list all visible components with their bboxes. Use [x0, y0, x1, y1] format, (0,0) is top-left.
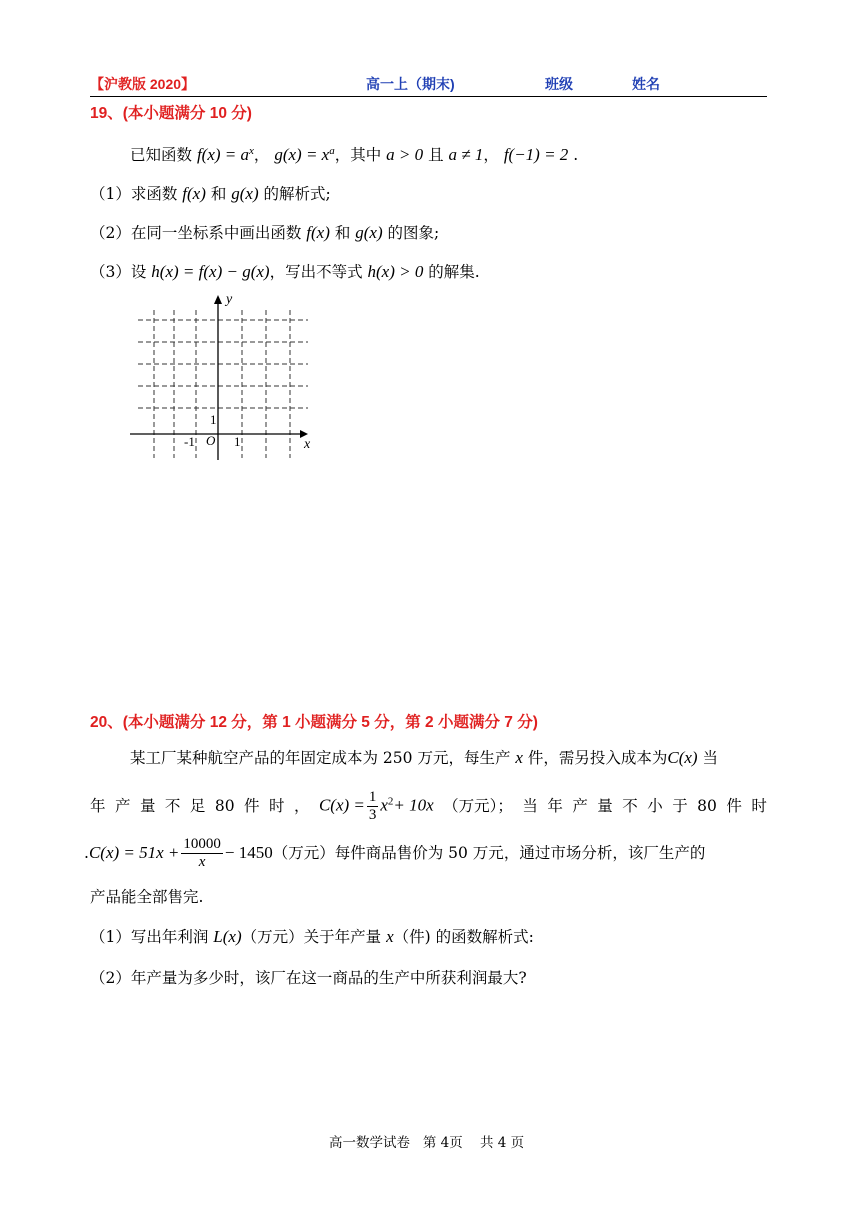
q20-l3-cdef: C(x) = 51x + [88, 843, 180, 862]
y-tick-1-label: 1 [210, 412, 217, 427]
q20-l2-x2: x [380, 795, 388, 814]
origin-label: O [206, 433, 216, 448]
q19-stem-text2: ，其中 [334, 146, 387, 165]
q19-part3-text-c: 的解集. [423, 263, 480, 281]
q19-part3-text-b: ，写出不等式 [269, 263, 368, 281]
y-axis-label: y [226, 292, 233, 307]
q19-stem-end: . [568, 146, 579, 165]
q19-part1-text-b: 和 [205, 185, 232, 203]
q20-l2-v1: 当 [522, 797, 538, 815]
q19-title: 19、(本小题满分 10 分) [90, 105, 252, 122]
q19-part1 [90, 183, 331, 205]
y-axis-arrow-icon [214, 295, 222, 304]
q19-part3-h: h(x) = f(x) − g(x) [151, 262, 270, 281]
q20-l2-frac-den: 3 [368, 806, 377, 823]
footer [329, 1131, 524, 1151]
q20-l2-w2: 产 [114, 797, 131, 815]
q20-l2-frac-num: 1 [368, 788, 377, 805]
q19-f-def: f(x) = a [196, 145, 249, 165]
q19-stem [130, 140, 578, 166]
q19-part1-f: f(x) [182, 184, 206, 203]
q19-stem-text3: 且 [423, 146, 449, 165]
q20-line3 [84, 833, 705, 873]
q19-g-exp: a [329, 145, 335, 157]
q20-l2-formula [319, 789, 434, 824]
q20-l2-v8: 80 [697, 797, 717, 815]
header-class-label: 班级 [545, 76, 573, 92]
q19-part2-text-a: （2）在同一坐标系中画出函数 [90, 224, 307, 242]
q20-l2-v2: 年 [547, 797, 563, 815]
q20-l2-w3: 量 [139, 797, 156, 815]
q19-sep2: ， [483, 146, 499, 165]
q19-part2 [90, 222, 439, 244]
q20-l2-v9: 件 [726, 797, 742, 815]
header-name-label: 姓名 [632, 76, 660, 92]
q20-line4: 产品能全部售完. [90, 888, 204, 906]
q19-stem-text1: 已知函数 [130, 146, 197, 165]
q20-l2-v10: 时 [751, 797, 767, 815]
x-tick-minus1-label: -1 [184, 434, 195, 449]
q19-part3-ineq: h(x) > 0 [367, 262, 424, 281]
q20-part1-text-a: （1）写出年利润 [90, 928, 214, 946]
q20-l2-v3: 产 [572, 797, 588, 815]
x-axis-label: x [304, 437, 311, 452]
q19-part2-text-c: 的图象; [382, 224, 440, 242]
q19-part2-g: g(x) [355, 223, 383, 242]
q20-l2-v4: 量 [597, 797, 613, 815]
footer-page: 第 4页 [422, 1135, 463, 1151]
q19-sep1: ， [253, 146, 270, 165]
q20-l2-w6: 80 [214, 797, 235, 815]
q20-l2-unit: （万元）； [443, 797, 513, 815]
q19-part1-text-a: （1）求函数 [90, 185, 183, 203]
q19-part1-g: g(x) [231, 184, 259, 203]
q19-part3 [90, 261, 480, 283]
q20-l3-frac [181, 836, 223, 871]
q20-line1-text-a: 某工厂某种航空产品的年固定成本为 250 万元，每生产 [130, 749, 516, 767]
q20-line1-x: x [515, 748, 523, 767]
q20-part1-x: x [386, 927, 394, 946]
q20-l2-w7: 件 [244, 797, 260, 815]
q19-part1-text-c: 的解析式; [258, 185, 331, 203]
q20-line2 [90, 786, 767, 826]
q19-cond3: f(−1) = 2 [503, 145, 569, 165]
x-tick-1-label: 1 [234, 434, 241, 449]
q20-part1 [90, 926, 534, 948]
q19-f-exp: x [249, 145, 254, 157]
q19-coordinate-grid [118, 290, 318, 470]
q20-l3-rest: （万元）每件商品售价为 50 万元，通过市场分析，该厂生产的 [272, 844, 706, 862]
q20-l2-v7: 于 [672, 797, 688, 815]
header-divider [90, 96, 767, 97]
q20-line1-text-b: 件，需另投入成本为 [522, 749, 668, 767]
q20-l3-frac-den: x [198, 853, 206, 870]
header-exam: 高一上（期末) [366, 76, 455, 92]
q20-l2-plus10x: + 10x [393, 795, 434, 814]
grid-dashed-lines [138, 310, 308, 458]
q20-l2-w1: 年 [90, 797, 106, 815]
q20-l3-tail: − 1450 [224, 843, 273, 862]
q19-cond2: a ≠ 1 [448, 145, 484, 165]
q19-part2-text-b: 和 [329, 224, 356, 242]
header-edition: 【沪教版 2020】 [90, 76, 196, 92]
q20-title: 20、(本小题满分 12 分，第 1 小题满分 5 分，第 2 小题满分 7 分) [90, 714, 538, 731]
q19-cond1: a > 0 [386, 145, 424, 165]
q20-l2-v5: 不 [622, 797, 638, 815]
q20-l2-x2-exp: 2 [387, 794, 394, 807]
q20-line1 [130, 747, 718, 769]
q19-part2-f: f(x) [306, 223, 330, 242]
q20-part1-text-c: （件) 的函数解析式: [393, 928, 534, 946]
q20-line1-cx: C(x) [667, 748, 698, 767]
q20-l2-v6: 小 [647, 797, 663, 815]
q19-part3-text-a: （3）设 [90, 263, 152, 281]
q20-part2: （2）年产量为多少时，该厂在这一商品的生产中所获利润最大? [90, 969, 527, 987]
q19-g-def: g(x) = x [274, 145, 330, 165]
q20-l3-dot: . [84, 844, 89, 862]
q20-part1-L: L(x) [213, 927, 242, 946]
q20-part1-text-b: （万元）关于年产量 [241, 928, 387, 946]
q20-l2-w4: 不 [164, 797, 181, 815]
footer-total: 共 4 页 [479, 1135, 525, 1151]
q20-l3-frac-num: 10000 [183, 835, 221, 852]
q20-l2-w5: 足 [189, 797, 206, 815]
q20-l2-cdef: C(x) = [318, 795, 365, 814]
q20-l2-w8: 时 [269, 797, 285, 815]
q20-l2-frac [367, 789, 379, 824]
q20-line1-text-d: 当 [697, 749, 719, 767]
q20-l2-comma: ， [293, 797, 310, 815]
footer-subject: 高一数学试卷 [329, 1135, 410, 1151]
